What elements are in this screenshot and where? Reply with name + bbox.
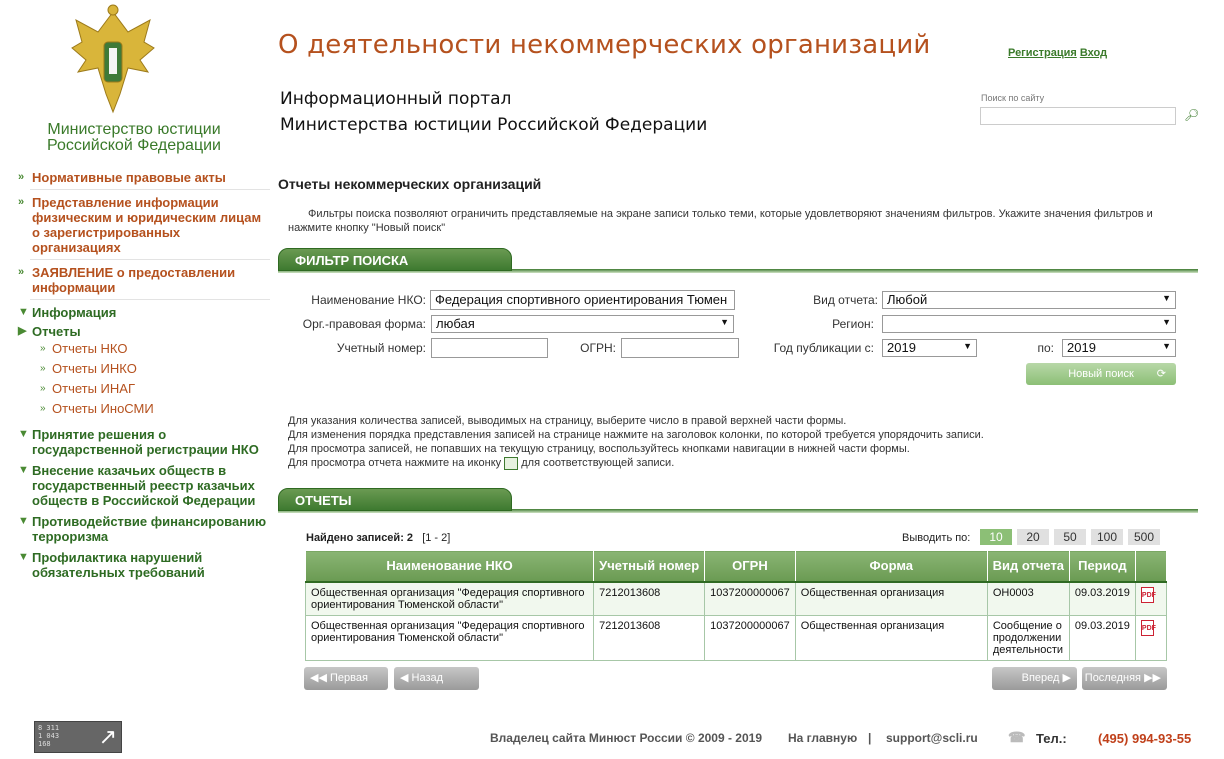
reports-table: [305, 550, 1167, 661]
cell-view: [1135, 615, 1166, 660]
triangle-right-icon: ▶: [18, 325, 27, 337]
phone-number: (495) 994-93-55: [1098, 731, 1192, 746]
arrow-up-right-icon: ↗: [98, 724, 117, 749]
refresh-icon: ⟳: [1156, 368, 1166, 380]
tab-reports: ОТЧЕТЫ: [278, 488, 512, 511]
per-page-20-button[interactable]: 20: [1017, 529, 1049, 545]
counter-line: 8 311: [38, 724, 60, 732]
visit-counter[interactable]: [34, 721, 122, 753]
year-from-label: Год публикации с:: [773, 341, 874, 355]
per-page-10-button[interactable]: 10: [980, 529, 1012, 545]
table-row: [306, 582, 1167, 616]
caret-down-icon: ▼: [720, 317, 729, 327]
cell-ogrn: 1037200000067: [705, 582, 796, 616]
per-page-100-button[interactable]: 100: [1091, 529, 1123, 545]
right-icon: ▶: [1062, 672, 1071, 684]
phone-icon: ☎: [1008, 729, 1026, 745]
submenu-label: Отчеты ИноСМИ: [52, 401, 154, 416]
chevron-right-icon: »: [18, 196, 25, 208]
cell-period: 09.03.2019: [1069, 582, 1135, 616]
ogrn-label: ОГРН:: [580, 341, 616, 355]
sidebar-menu: [14, 170, 270, 584]
support-email-link[interactable]: support@scli.ru: [886, 731, 978, 745]
sidebar-item-terrorism-financing[interactable]: [14, 514, 270, 544]
triangle-down-icon: ▼: [18, 306, 29, 318]
per-page-500-button[interactable]: 500: [1128, 529, 1160, 545]
sidebar-item-cossack-registry[interactable]: [14, 463, 270, 508]
cell-form: Общественная организация: [795, 582, 987, 616]
chevron-right-icon: »: [40, 383, 46, 394]
results-count: [306, 532, 450, 544]
button-label: Назад: [411, 672, 444, 684]
reports-section-header: [278, 488, 1198, 512]
chevron-right-icon: »: [40, 363, 46, 374]
submenu-item-inko[interactable]: [14, 359, 270, 379]
ministry-emblem-logo: [68, 2, 158, 122]
report-type-select[interactable]: [882, 291, 1176, 309]
reg-number-label: Учетный номер:: [336, 341, 426, 355]
triangle-down-icon: ▼: [18, 551, 29, 563]
submenu-label: Отчеты ИНКО: [52, 361, 137, 376]
region-label: Регион:: [832, 317, 874, 331]
triangle-down-icon: ▼: [18, 428, 29, 440]
sidebar-item-label: Внесение казачьих обществ в государственный реестр казачьих обществ в Российской Федерации: [32, 463, 256, 508]
sidebar-item-prevention[interactable]: [14, 550, 270, 580]
chevron-right-icon: »: [18, 266, 25, 278]
counter-line: 168: [38, 740, 51, 748]
reg-number-input[interactable]: [431, 338, 548, 358]
report-type-label: Вид отчета:: [813, 293, 878, 307]
first-page-button[interactable]: [304, 667, 388, 690]
caret-down-icon: ▼: [1162, 341, 1171, 351]
divider: [30, 299, 270, 300]
chevron-right-icon: »: [18, 171, 25, 183]
button-label: Вперед: [1021, 672, 1060, 684]
info-line: [288, 456, 984, 470]
submenu-item-inag[interactable]: [14, 379, 270, 399]
filter-section-header: [278, 248, 1198, 272]
year-to-select[interactable]: [1062, 339, 1176, 357]
sidebar-item-label: Принятие решения о государственной регистрации НКО: [32, 427, 259, 457]
submenu-item-nko[interactable]: [14, 339, 270, 359]
info-text: [288, 414, 984, 470]
pdf-icon[interactable]: PDF: [1141, 620, 1154, 636]
info-line: Для указания количества записей, выводимых на страницу, выберите число в правой верхней части формы.: [288, 415, 847, 427]
sidebar-item-reports[interactable]: [14, 324, 270, 339]
portal-line-1: Информационный портал: [280, 89, 512, 109]
info-line-part: Для просмотра отчета нажмите на иконку: [288, 457, 502, 469]
column-header-ogrn[interactable]: ОГРН: [705, 551, 796, 582]
info-line-part: для соответствующей записи.: [521, 457, 675, 469]
divider: [30, 259, 270, 260]
sidebar-item-label: Профилактика нарушений обязательных требований: [32, 550, 205, 580]
submenu-item-inosmi[interactable]: [14, 399, 270, 419]
table-header-row: [306, 551, 1167, 582]
per-page-50-button[interactable]: 50: [1054, 529, 1086, 545]
submenu-label: Отчеты НКО: [52, 341, 128, 356]
double-left-icon: ◀◀: [310, 672, 327, 684]
sidebar-item-label: Отчеты: [32, 324, 81, 339]
triangle-down-icon: ▼: [18, 515, 29, 527]
cell-period: 09.03.2019: [1069, 615, 1135, 660]
search-icon[interactable]: 🔎︎: [1184, 108, 1200, 122]
divider: [30, 189, 270, 190]
chevron-right-icon: »: [40, 343, 46, 354]
info-line: Для просмотра записей, не попавших на текущую страницу, воспользуйтесь кнопками навигации в нижней части формы.: [288, 443, 910, 455]
results-range: [1 - 2]: [422, 532, 451, 544]
column-header-name[interactable]: Наименование НКО: [306, 551, 594, 582]
tel-label: Тел.:: [1036, 731, 1067, 746]
caret-down-icon: ▼: [1162, 317, 1171, 327]
sidebar-item-label: Нормативные правовые акты: [32, 170, 226, 185]
page-title: Отчеты некоммерческих организаций: [278, 176, 542, 192]
sidebar-item-label: Представление информации физическим и юридическим лицам о зарегистрированных организациях: [32, 195, 262, 255]
auth-links: [1008, 47, 1107, 59]
cell-view: [1135, 582, 1166, 616]
select-value: 2019: [887, 340, 916, 355]
cell-name: Общественная организация "Федерация спортивного ориентирования Тюменской области": [306, 582, 594, 616]
prev-page-button[interactable]: [394, 667, 479, 690]
next-page-button[interactable]: [992, 667, 1077, 690]
column-header-form[interactable]: Форма: [795, 551, 987, 582]
cell-reg-number: 7212013608: [594, 582, 705, 616]
button-label: Последняя: [1084, 672, 1142, 684]
ogrn-input[interactable]: [621, 338, 739, 358]
triangle-down-icon: ▼: [18, 464, 29, 476]
register-link[interactable]: Регистрация: [1008, 47, 1077, 59]
login-link[interactable]: Вход: [1079, 47, 1108, 59]
caret-down-icon: ▼: [1162, 293, 1171, 303]
cell-report-type: Сообщение о продолжении деятельности: [987, 615, 1069, 660]
region-select[interactable]: [882, 315, 1176, 333]
column-header-report-type[interactable]: Вид отчета: [987, 551, 1069, 582]
chevron-right-icon: »: [40, 403, 46, 414]
tab-filter: ФИЛЬТР ПОИСКА: [278, 248, 512, 271]
found-label: Найдено записей: 2: [306, 532, 414, 544]
sidebar-item-label: Противодействие финансированию терроризма: [32, 514, 267, 544]
button-label: Новый поиск: [1068, 368, 1134, 380]
column-header-period[interactable]: Период: [1069, 551, 1135, 582]
year-from-select[interactable]: [882, 339, 977, 357]
column-header-view: [1135, 551, 1166, 582]
footer-owner: Владелец сайта Минюст России © 2009 - 2019: [490, 731, 762, 745]
org-form-label: Орг.-правовая форма:: [302, 317, 426, 331]
ministry-name: Министерство юстиции Российской Федерации: [47, 121, 221, 154]
sidebar-item-label: Информация: [32, 305, 117, 320]
sidebar-item-information[interactable]: [14, 305, 270, 320]
counter-values: [38, 724, 59, 748]
table-row: [306, 615, 1167, 660]
select-value: любая: [436, 316, 475, 331]
intro-text: Фильтры поиска позволяют ограничить представляемые на экране записи только теми, которые удовлетворяют значениям фильтров. Укажите значения фильтров и нажмите кнопку "Новый поиск": [288, 208, 1153, 234]
portal-subtitle: [280, 86, 707, 138]
nko-label: Наименование НКО:: [311, 293, 426, 307]
nko-name-input[interactable]: Федерация спортивного ориентирования Тюмен: [430, 290, 735, 310]
left-icon: ◀: [400, 672, 409, 684]
site-title: О деятельности некоммерческих организаций: [278, 30, 931, 60]
new-search-button[interactable]: [1026, 363, 1176, 385]
button-label: Первая: [329, 672, 368, 684]
pdf-icon[interactable]: PDF: [1141, 587, 1154, 603]
footer-divider: |: [868, 731, 872, 745]
per-page-label: Выводить по:: [902, 532, 971, 544]
double-right-icon: ▶▶: [1144, 672, 1161, 684]
select-value: Любой: [887, 292, 928, 307]
sidebar-item-normative[interactable]: [14, 170, 270, 185]
cell-form: Общественная организация: [795, 615, 987, 660]
spreadsheet-icon: [504, 457, 518, 470]
sidebar-item-registration-decision[interactable]: [14, 427, 270, 457]
cell-report-type: ОН0003: [987, 582, 1069, 616]
cell-reg-number: 7212013608: [594, 615, 705, 660]
cell-name: Общественная организация "Федерация спортивного ориентирования Тюменской области": [306, 615, 594, 660]
search-label: Поиск по сайту: [981, 93, 1045, 103]
sidebar-item-label: ЗАЯВЛЕНИЕ о предоставлении информации: [32, 265, 236, 295]
info-line: Для изменения порядка представления записей на странице нажмите на заголовок колонки, по которой требуется упорядочить записи.: [288, 429, 984, 441]
submenu-label: Отчеты ИНАГ: [52, 381, 135, 396]
org-form-select[interactable]: [431, 315, 734, 333]
column-header-reg-number[interactable]: Учетный номер: [594, 551, 705, 582]
counter-line: 1 043: [38, 732, 60, 740]
last-page-button[interactable]: [1082, 667, 1167, 690]
year-to-label: по:: [1037, 341, 1054, 355]
sidebar-item-info-provision[interactable]: [14, 195, 270, 255]
sidebar-item-application[interactable]: [14, 265, 270, 295]
select-value: 2019: [1067, 340, 1096, 355]
caret-down-icon: ▼: [963, 341, 972, 351]
cell-ogrn: 1037200000067: [705, 615, 796, 660]
portal-line-2: Министерства юстиции Российской Федерации: [280, 115, 708, 135]
site-search-input[interactable]: [980, 107, 1176, 125]
reports-submenu: [14, 339, 270, 419]
home-link[interactable]: На главную: [788, 731, 858, 745]
